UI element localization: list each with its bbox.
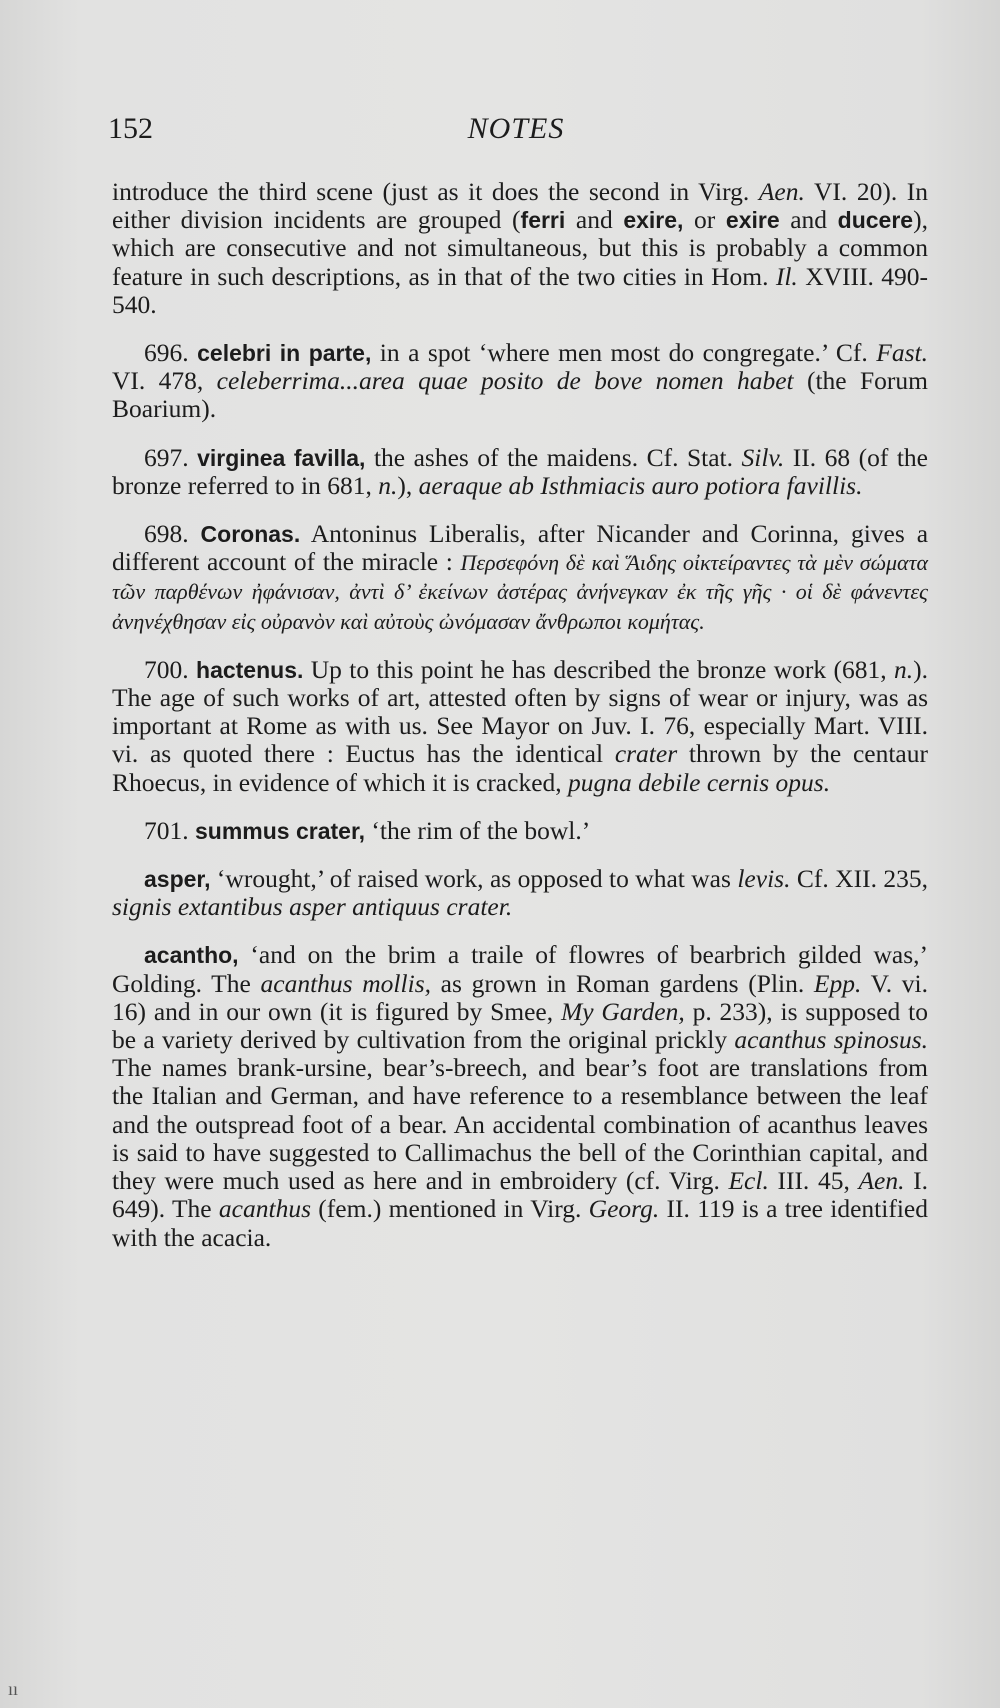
paragraph-continuation: introduce the third scene (just as it does the second in Virg. Aen. VI. 20). In either division incidents are grouped (ferri and exire, or exire and ducere), which are consecutive and not simultaneous, but this is probably a common feature in such descriptions, as in that of the two cities in Hom. Il. XVIII. 490-540. [112, 177, 928, 319]
page-header [108, 112, 924, 156]
lemma: summus crater, [195, 817, 366, 844]
lemma: acantho, [144, 942, 239, 969]
note-700: 700. hactenus. Up to this point he has described the bronze work (681, n.). The age of such works of art, attested often by signs of wear or injury, was as important at Rome as with us. See Mayor on Juv. I. 76, especially Mart. VIII. vi. as quoted there : Euctus has the identical crater thrown by the centaur Rhoecus, in evidence of which it is cracked, pugna debile cernis opus. [112, 654, 929, 797]
page-number: 152 [108, 112, 153, 145]
lemma: hactenus. [196, 656, 304, 683]
lemma: Coronas. [200, 521, 301, 548]
lemma: virginea favilla, [197, 444, 366, 471]
greek-quotation: Περσεφόνη δὲ καὶ Ἅιδης οἰκτείραντες τὰ μὲν σώματα τῶν παρθένων ἠφάνισαν, ἀντὶ δ’ ἐκείνων ἀστέρας ἀνήνεγκαν ἐκ τῆς γῆς · οἱ δὲ φάνεντες ἀνηνέχθησαν εἰς οὐρανὸν καὶ αὐτοὺς ὠνόμασαν ἄνθρωποι κομήτας. [112, 550, 928, 634]
running-head: NOTES [467, 112, 565, 145]
note-696: 696. celebri in parte, in a spot ‘where men most do congregate.’ Cf. Fast. VI. 478, celeberrima...area quae posito de bove nomen habet (the Forum Boarium). [112, 338, 928, 424]
note-697: 697. virginea favilla, the ashes of the maidens. Cf. Stat. Silv. II. 68 (of the bronze referred to in 681, n.), aeraque ab Isthmiacis auro potiora favillis. [112, 442, 928, 500]
note-701: 701. summus crater, ‘the rim of the bowl.’ [144, 815, 591, 845]
lemma: asper, [144, 866, 211, 893]
lemma: celebri in parte, [197, 340, 372, 367]
note-asper: asper, ‘wrought,’ of raised work, as opposed to what was levis. Cf. XII. 235, signis extantibus asper antiquus crater. [112, 864, 928, 922]
note-acantho: acantho, ‘and on the brim a traile of flowres of bearbrich gilded was,’ Golding. The acanthus mollis, as grown in Roman gardens (Plin. Epp. V. vi. 16) and in our own (it is figured by Smee, My Garden, p. 233), is supposed to be a variety derived by cultivation from the original prickly acanthus spinosus. The names brank-ursine, bear’s-breech, and bear’s foot are translations from the Italian and German, and have reference to a resemblance between the leaf and the outspread foot of a bear. An accidental combination of acanthus leaves is said to have suggested to Callimachus the bell of the Corinthian capital, and they were much used as here and in embroidery (cf. Virg. Ecl. III. 45, Aen. I. 649). The acanthus (fem.) mentioned in Virg. Georg. II. 119 is a tree identified with the acacia. [112, 940, 929, 1252]
margin-mark: ıı [8, 1679, 19, 1699]
page-body [112, 178, 928, 1272]
note-698: 698. Coronas. Antoninus Liberalis, after Nicander and Corinna, gives a different account of the miracle : Περσεφόνη δὲ καὶ Ἅιδης οἰκτείραντες τὰ μὲν σώματα τῶν παρθένων ἠφάνισαν, ἀντὶ δ’ ἐκείνων ἀστέρας ἀνήνεγκαν ἐκ τῆς γῆς · οἱ δὲ φάνεντες ἀνηνέχθησαν εἰς οὐρανὸν καὶ αὐτοὺς ὠνόμασαν ἄνθρωποι κομήτας. [112, 519, 929, 634]
